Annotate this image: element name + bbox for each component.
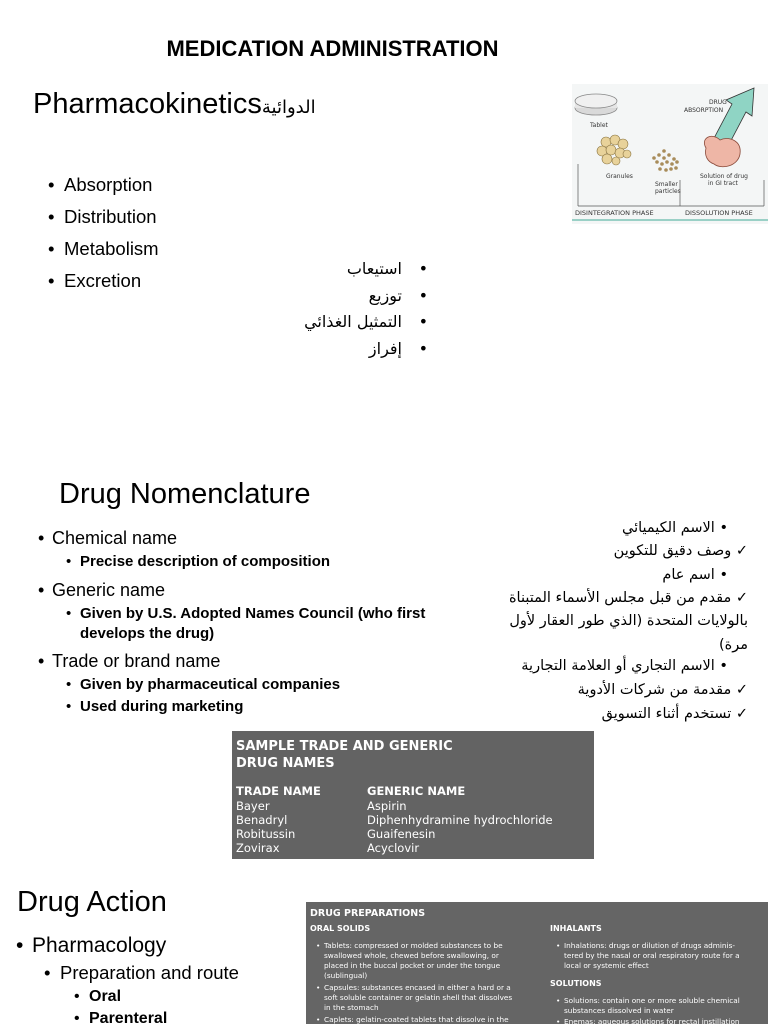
arabic-line: • اسم عام bbox=[662, 567, 728, 583]
solution-label: Solution of drug bbox=[700, 173, 748, 180]
tablet-label: Tablet bbox=[590, 122, 608, 129]
table-cell: Diphenhydramine hydrochloride bbox=[367, 813, 553, 827]
list-item: • Distribution bbox=[64, 205, 159, 237]
generic-name-sub-1: Given by U.S. Adopted Names Council (who first bbox=[80, 605, 426, 622]
bullet: • bbox=[66, 698, 72, 715]
chemical-name-sub: Precise description of composition bbox=[80, 553, 331, 570]
pharmacokinetics-heading bbox=[33, 88, 316, 121]
bullet: • bbox=[66, 605, 72, 622]
drug-preparations-panel bbox=[306, 902, 768, 1024]
disintegration-phase-label: DISINTEGRATION PHASE bbox=[575, 209, 654, 217]
arabic-line: ✓ مقدمة من شركات الأدوية bbox=[577, 682, 748, 698]
pharmacokinetics-title: Pharmacokinetics bbox=[33, 88, 262, 120]
table-cell: Zovirax bbox=[236, 841, 280, 855]
bullet: • bbox=[556, 996, 561, 1005]
tablets-line: (sublingual) bbox=[324, 971, 368, 980]
table-title bbox=[236, 738, 453, 772]
arabic-line: • الاسم الكيميائي bbox=[622, 520, 728, 536]
arabic-line: • الاسم التجاري أو العلامة التجارية bbox=[521, 658, 728, 674]
parenteral-item: Parenteral bbox=[89, 1010, 168, 1024]
bullet: • bbox=[316, 941, 321, 950]
list-item: • Absorption bbox=[64, 173, 159, 205]
pharmacokinetics-list bbox=[64, 173, 159, 301]
list-item: • Metabolism bbox=[64, 237, 159, 269]
bullet: • bbox=[66, 553, 72, 570]
capsules-line: in the stomach bbox=[324, 1003, 379, 1012]
chemical-name-item: Chemical name bbox=[52, 528, 178, 548]
inhalants-line: tered by the nasal or oral respiratory route for a bbox=[564, 951, 740, 960]
list-item: • توزيع bbox=[304, 284, 428, 311]
inhalants-line: local or systemic effect bbox=[564, 961, 649, 970]
solutions-line: Solutions: contain one or more soluble chemical bbox=[564, 996, 740, 1005]
table-cell: Robitussin bbox=[236, 827, 296, 841]
list-item: • التمثيل الغذائي bbox=[304, 310, 428, 337]
absorption-figure bbox=[572, 84, 768, 224]
inhalants-line: Inhalations: drugs or dilution of drugs adminis- bbox=[564, 941, 736, 950]
table-cell: Aspirin bbox=[367, 799, 407, 813]
arabic-line: ✓ تستخدم أثناء التسويق bbox=[601, 706, 748, 722]
tablets-line: swallowed whole, chewed before swallowing, or bbox=[324, 951, 499, 960]
bullet: • bbox=[556, 1017, 561, 1024]
table-cell: Guaifenesin bbox=[367, 827, 436, 841]
gi-tract-label: in GI tract bbox=[708, 180, 738, 187]
table-cell: Benadryl bbox=[236, 813, 288, 827]
bullet: • bbox=[556, 941, 561, 950]
capsules-line: soft soluble container or gelatin shell that dissolves bbox=[324, 993, 513, 1002]
generic-name-header: GENERIC NAME bbox=[367, 784, 466, 798]
bullet: • bbox=[16, 934, 24, 957]
oral-solids-heading: ORAL SOLIDS bbox=[310, 924, 371, 933]
dissolution-phase-label: DISSOLUTION PHASE bbox=[685, 209, 753, 217]
arabic-line: بالولايات المتحدة (الذي طور العقار لأول bbox=[509, 613, 748, 629]
preparations-title: DRUG PREPARATIONS bbox=[310, 908, 426, 919]
particles-label: particles bbox=[655, 188, 681, 195]
tablets-line: Tablets: compressed or molded substances to be bbox=[324, 941, 503, 950]
table-title-line-2: DRUG NAMES bbox=[236, 756, 335, 771]
bullet: • bbox=[38, 580, 45, 600]
pharmacology-item: Pharmacology bbox=[32, 934, 167, 957]
absorption-label: ABSORPTION bbox=[684, 107, 724, 114]
list-item: • استيعاب bbox=[304, 257, 428, 284]
preparation-route-item: Preparation and route bbox=[60, 962, 239, 983]
trade-name-header: TRADE NAME bbox=[236, 784, 321, 798]
capsules-line: Capsules: substances encased in either a hard or a bbox=[324, 983, 511, 992]
pharmacokinetics-title-arabic: الدوائية bbox=[261, 97, 316, 118]
smaller-label: Smaller bbox=[655, 181, 678, 188]
bullet: • bbox=[74, 988, 80, 1005]
bullet: • bbox=[316, 983, 321, 992]
list-item: • Excretion bbox=[64, 269, 159, 301]
arabic-line: ✓ مقدم من قبل مجلس الأسماء المتبناة bbox=[508, 590, 748, 606]
generic-name-item: Generic name bbox=[52, 580, 166, 600]
nomenclature-title: Drug Nomenclature bbox=[59, 478, 311, 510]
trade-name-sub-1: Given by pharmaceutical companies bbox=[80, 676, 341, 693]
granules-label: Granules bbox=[606, 173, 633, 180]
generic-name-sub-2: develops the drug) bbox=[80, 625, 215, 642]
pharmacokinetics-list-arabic bbox=[304, 257, 428, 363]
bullet: • bbox=[38, 528, 45, 548]
enemas-line: Enemas: aqueous solutions for rectal instillation bbox=[564, 1017, 740, 1024]
arabic-line: مرة) bbox=[718, 637, 748, 653]
table-cell: Acyclovir bbox=[367, 841, 420, 855]
table-cell: Bayer bbox=[236, 799, 270, 813]
oral-item: Oral bbox=[89, 988, 122, 1005]
bullet: • bbox=[66, 676, 72, 693]
bullet: • bbox=[74, 1010, 80, 1024]
trade-name-item: Trade or brand name bbox=[52, 651, 221, 671]
drug-label: DRUG bbox=[709, 99, 727, 106]
solutions-line: substances dissolved in water bbox=[564, 1006, 674, 1015]
table-title-line-1: SAMPLE TRADE AND GENERIC bbox=[236, 739, 453, 754]
inhalants-heading: INHALANTS bbox=[550, 924, 602, 933]
bullet: • bbox=[44, 962, 51, 983]
arabic-line: ✓ وصف دقيق للتكوين bbox=[613, 543, 748, 559]
list-item: • إفراز bbox=[304, 337, 428, 364]
trade-generic-table bbox=[232, 731, 594, 859]
solutions-heading: SOLUTIONS bbox=[550, 979, 602, 988]
bullet: • bbox=[316, 1015, 321, 1024]
bullet: • bbox=[38, 651, 45, 671]
drug-action-title: Drug Action bbox=[17, 886, 167, 918]
tablets-line: placed in the buccal pocket or under the tongue bbox=[324, 961, 501, 970]
page-title: MEDICATION ADMINISTRATION bbox=[166, 36, 499, 61]
trade-name-sub-2: Used during marketing bbox=[80, 698, 244, 715]
caplets-line: Caplets: gelatin-coated tablets that dissolve in the bbox=[324, 1015, 509, 1024]
